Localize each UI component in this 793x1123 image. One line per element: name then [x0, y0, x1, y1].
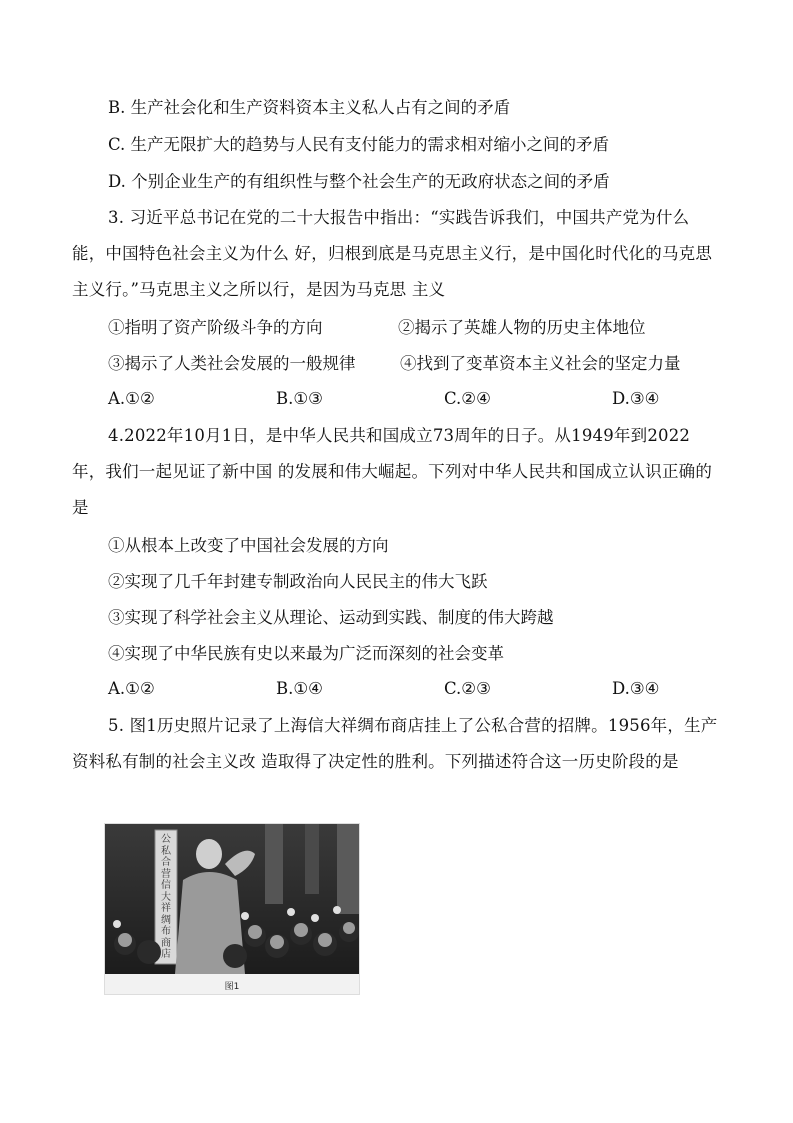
q4-statement-3: ③实现了科学社会主义从理论、运动到实践、制度的伟大跨越 — [108, 608, 554, 627]
q4-choice-c: C.②③ — [444, 679, 491, 698]
q2-option-d: D. 个别企业生产的有组织性与整个社会生产的无政府状态之间的矛盾 — [108, 172, 610, 191]
q3-choice-c: C.②④ — [444, 389, 491, 408]
q3-statement-4: ④找到了变革资本主义社会的坚定力量 — [400, 354, 681, 373]
q4-choice-a: A.①② — [108, 679, 155, 698]
q4-stem: 4.2022年10月1日，是中华人民共和国成立73周年的日子。从1949年到2022年，我们一起见证了新中国 的发展和伟大崛起。下列对中华人民共和国成立认识正确的是 — [72, 426, 713, 517]
q3-statement-3: ③揭示了人类社会发展的一般规律 — [108, 354, 356, 373]
q2-option-b: B. 生产社会化和生产资料资本主义私人占有之间的矛盾 — [108, 98, 511, 117]
q3-choice-b: B.①③ — [276, 389, 323, 408]
q4-choice-d: D.③④ — [612, 679, 660, 698]
q5-stem: 5. 图1历史照片记录了上海信大祥绸布商店挂上了公私合营的招牌。1956年，生产资料私有制的社会主义改 造取得了决定性的胜利。下列描述符合这一历史阶段的是 — [72, 716, 718, 771]
q4-choices — [108, 679, 708, 701]
q4-choice-b: B.①④ — [276, 679, 323, 698]
q3-statement-2: ②揭示了英雄人物的历史主体地位 — [398, 318, 646, 337]
q4-statement-4: ④实现了中华民族有史以来最为广泛而深刻的社会变革 — [108, 644, 504, 663]
q3-choices — [108, 389, 708, 411]
q3-choice-a: A.①② — [108, 389, 155, 408]
q3-stem: 3. 习近平总书记在党的二十大报告中指出：“实践告诉我们，中国共产党为什么能，中国特色社会主义为什么 好，归根到底是马克思主义行，是中国化时代化的马克思主义行。”马克思主义之所以行，是因为马克思 主义 — [72, 208, 713, 299]
q3-statement-1: ①指明了资产阶级斗争的方向 — [108, 318, 323, 337]
photo-illustration — [105, 824, 359, 974]
q2-option-c: C. 生产无限扩大的趋势与人民有支付能力的需求相对缩小之间的矛盾 — [108, 135, 610, 154]
q4-statement-1: ①从根本上改变了中国社会发展的方向 — [108, 536, 389, 555]
photo-caption: 图1 — [224, 982, 240, 992]
sign-lettering: 公私合营信大祥绸布商店 — [161, 834, 171, 960]
historical-photo — [104, 823, 360, 995]
q3-choice-d: D.③④ — [612, 389, 660, 408]
q4-statement-2: ②实现了几千年封建专制政治向人民民主的伟大飞跃 — [108, 572, 488, 591]
